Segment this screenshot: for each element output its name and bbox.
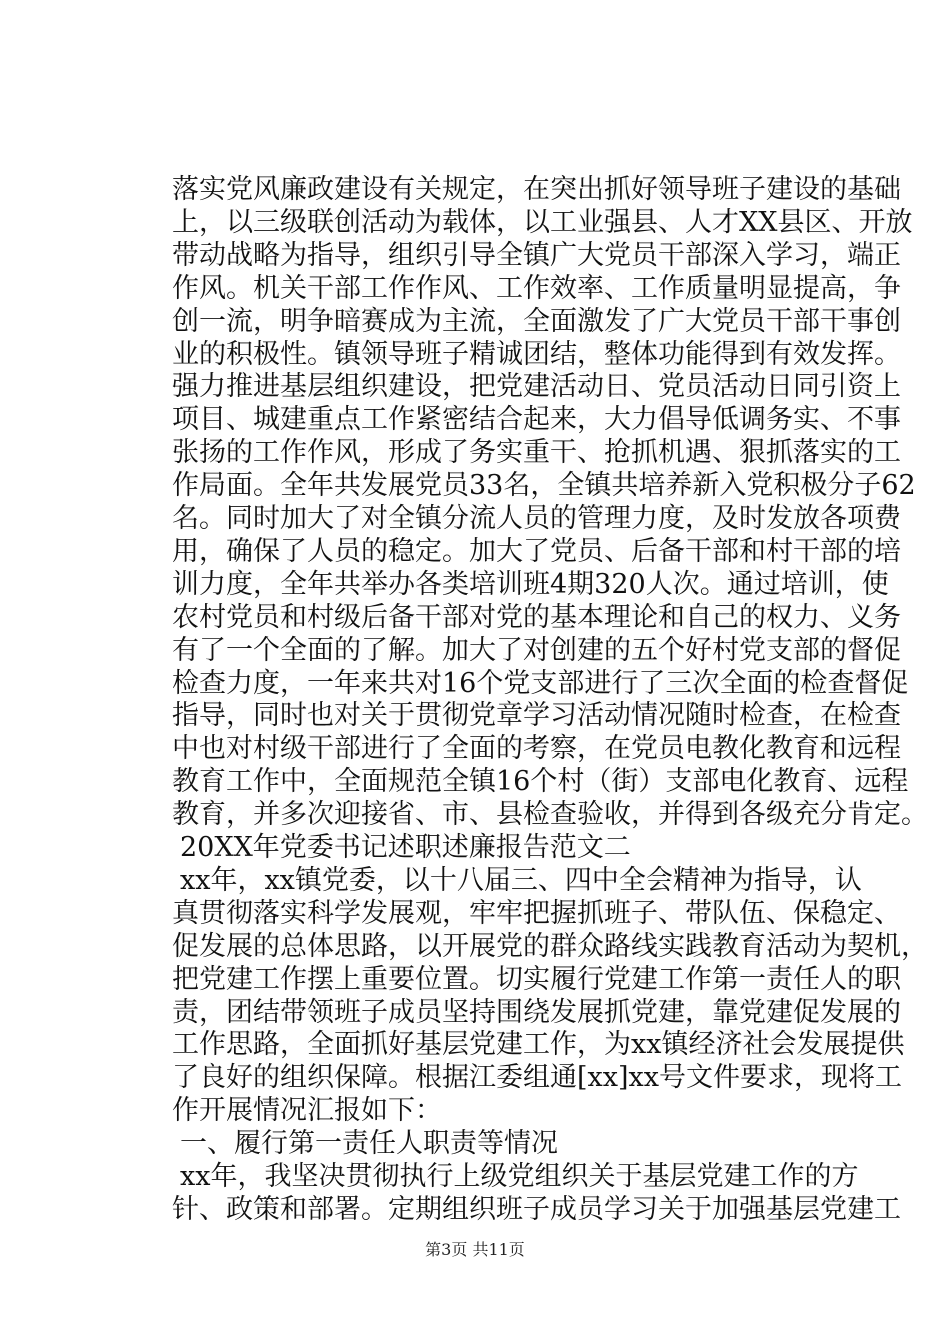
body-text-line: 有了一个全面的了解。加大了对创建的五个好村党支部的督促 xyxy=(172,635,901,666)
body-text-line: 中也对村级干部进行了全面的考察，在党员电教化教育和远程 xyxy=(172,733,901,764)
body-text-line: 农村党员和村级后备干部对党的基本理论和自己的权力、义务 xyxy=(172,602,901,633)
body-text-line: 创一流，明争暗赛成为主流，全面激发了广大党员干部干事创 xyxy=(172,306,901,337)
body-text-line: 业的积极性。镇领导班子精诚团结，整体功能得到有效发挥。 xyxy=(172,339,901,370)
body-text-line: 项目、城建重点工作紧密结合起来，大力倡导低调务实、不事 xyxy=(172,404,901,435)
body-text-line: 名。同时加大了对全镇分流人员的管理力度，及时发放各项费 xyxy=(172,503,901,534)
page-footer: 第3页 共11页 xyxy=(425,1240,525,1259)
body-text-line: 作局面。全年共发展党员33名，全镇共培养新入党积极分子62 xyxy=(172,470,916,501)
body-text-line: 教育工作中，全面规范全镇16个村（街）支部电化教育、远程 xyxy=(172,766,909,797)
body-text-line: 工作思路，全面抓好基层党建工作，为xx镇经济社会发展提供 xyxy=(172,1029,905,1060)
body-text-line: 检查力度，一年来共对16个党支部进行了三次全面的检查督促 xyxy=(172,668,909,699)
body-text-line: 带动战略为指导，组织引导全镇广大党员干部深入学习，端正 xyxy=(172,240,901,271)
body-text-line: xx年，xx镇党委，以十八届三、四中全会精神为指导，认 xyxy=(180,865,862,896)
body-text-line: 强力推进基层组织建设，把党建活动日、党员活动日同引资上 xyxy=(172,371,901,402)
body-text-line: 针、政策和部署。定期组织班子成员学习关于加强基层党建工 xyxy=(172,1194,901,1225)
body-text-line: 张扬的工作作风，形成了务实重干、抢抓机遇、狠抓落实的工 xyxy=(172,437,901,468)
body-text-line: 用，确保了人员的稳定。加大了党员、后备干部和村干部的培 xyxy=(172,536,901,567)
body-text-line: 教育，并多次迎接省、市、县检查验收，并得到各级充分肯定。 xyxy=(172,799,928,830)
body-text-line: 作开展情况汇报如下： xyxy=(172,1095,442,1126)
body-text-line: 了良好的组织保障。根据江委组通[xx]xx号文件要求，现将工 xyxy=(172,1062,902,1093)
body-text-line: 上，以三级联创活动为载体，以工业强县、人才XX县区、开放 xyxy=(172,207,913,238)
body-text-line: 作风。机关干部工作作风、工作效率、工作质量明显提高，争 xyxy=(172,273,901,304)
section-title: 20XX年党委书记述职述廉报告范文二 xyxy=(180,832,631,863)
body-text-line: 真贯彻落实科学发展观，牢牢把握抓班子、带队伍、保稳定、 xyxy=(172,898,901,929)
body-text-line: 训力度，全年共举办各类培训班4期320人次。通过培训，使 xyxy=(172,569,889,600)
body-text-line: 落实党风廉政建设有关规定，在突出抓好领导班子建设的基础 xyxy=(172,174,901,205)
body-text-line: 责，团结带领班子成员坚持围绕发展抓党建，靠党建促发展的 xyxy=(172,997,901,1028)
subheading: 一、履行第一责任人职责等情况 xyxy=(180,1128,558,1159)
body-text-line: 把党建工作摆上重要位置。切实履行党建工作第一责任人的职 xyxy=(172,964,901,995)
body-text-line: 指导，同时也对关于贯彻党章学习活动情况随时检查，在检查 xyxy=(172,700,901,731)
body-text-line: 促发展的总体思路，以开展党的群众路线实践教育活动为契机， xyxy=(172,931,928,962)
body-text-line: xx年，我坚决贯彻执行上级党组织关于基层党建工作的方 xyxy=(180,1161,859,1192)
